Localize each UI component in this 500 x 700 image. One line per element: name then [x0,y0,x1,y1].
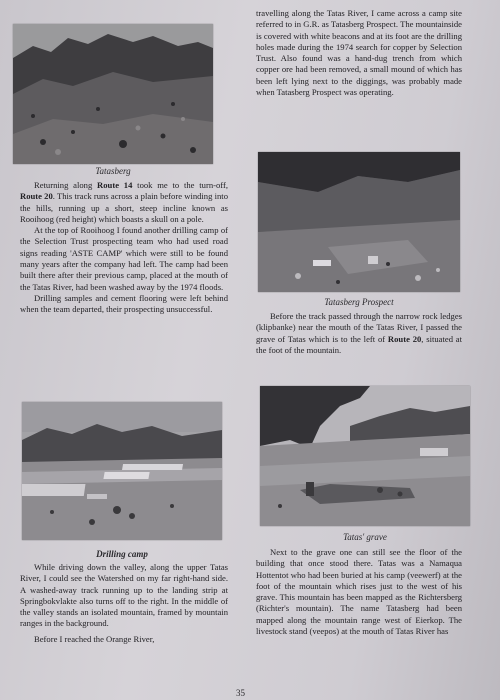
left-paragraph-5: Before I reached the Orange River, [34,633,155,644]
route-14-ref: Route 14 [97,180,133,190]
right-column-lower [256,547,462,637]
left-paragraph-4: While driving down the valley, along the upper Tatas River, I could see the Watershed on my far right-hand side. A washed-away track running up to the landing strip at Springbokvlakte also turns off to the right. In the middle of the valley stands an isolated mountain, framed by mountain ranges in the background. [20,562,228,629]
left-paragraph-2: At the top of Rooihoog I found another drilling camp of the Selection Trust prospecting team who had used road signs reading 'ASTE CAMP' which were still to be found many years after the company had left. The camp had been built there after their previous camp, placed at the mouth of the Tatas River, had been washed away by the 1974 floods. [20,225,228,292]
left-paragraph-1: Returning along Route 14 took me to the turn-off, Route 20. This track runs across a plain before winding into the hills, running up a short, steep incline known as Rooihoog (red height) which boasts a skull on a pole. [20,180,229,224]
caption-tatas-grave: Tatas' grave [343,532,387,542]
left-column-lower [20,562,228,645]
photo-drilling-camp [22,402,222,540]
photo-tatasberg-prospect [258,152,460,292]
left-column-upper [20,180,228,316]
page-number: 35 [236,688,245,698]
caption-drilling-camp: Drilling camp [96,549,148,559]
route-20-ref-right: Route 20 [387,333,422,344]
left-paragraph-3: Drilling samples and cement flooring were left behind when the team departed, their prospecting unsuccessful. [20,292,228,315]
right-paragraph-2: Before the track passed through the narrow rock ledges (klipbanke) near the mouth of the Tatas River, I passed the grave of Tatas which is to the left of Route 20, situated at the foot of the mountain. [256,311,462,355]
route-20-ref: Route 20 [20,191,53,202]
photo-tatas-grave [260,386,470,526]
photo-tatasberg [13,24,213,164]
right-column-upper [256,8,462,98]
right-paragraph-3: Next to the grave one can still see the floor of the building that once stood there. Tatas was a Namaqua Hottentot who had been buried at his camp (veewerf) at the foot of the mountain which rises just to the west of his grave. This mountain has been mapped as the Richtersberg (Richter's mountain). The name Tatasberg had been mapped along the mountain range west of Eierkop. The livestock stand (veepos) at the mouth of Tatas River has [256,547,462,637]
caption-tatasberg: Tatasberg [95,166,131,176]
right-column-middle [256,311,462,356]
caption-tatasberg-prospect: Tatasberg Prospect [324,297,394,307]
right-paragraph-1: travelling along the Tatas River, I came across a camp site referred to in G.R. as Tatasberg Prospect. The mountainside is covered with white beacons and at its foot are the drilling holes made during the 1974 search for copper by Selection Trust. Also found was a hand-dug trench from which copper ore had been removed, a small mound of which has been left lying next to the diggings, was probably made when Tatasberg Prospect was operating. [256,8,462,98]
